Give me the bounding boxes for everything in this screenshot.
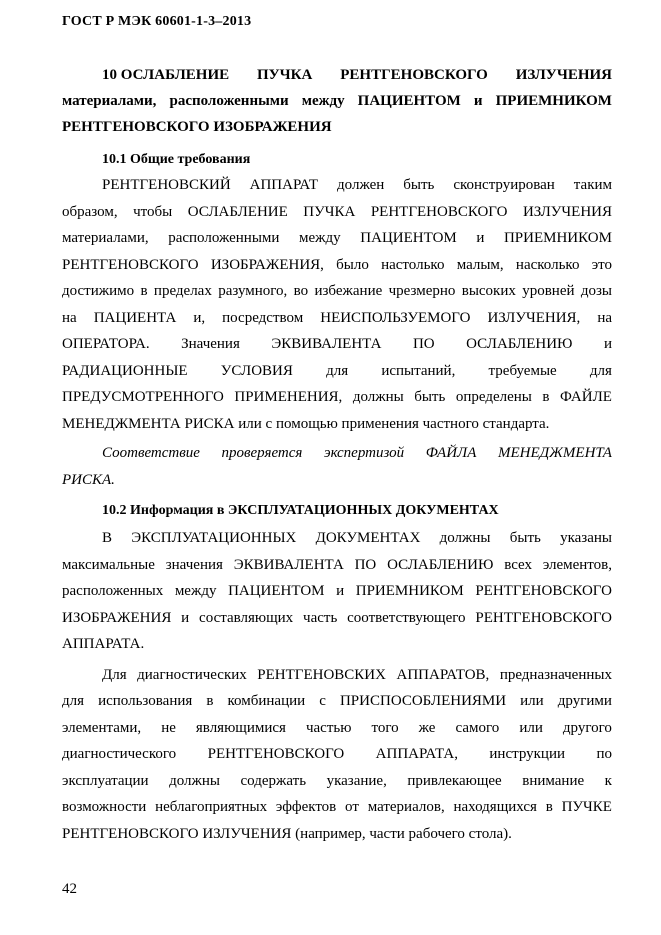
- word: ПО: [354, 556, 377, 573]
- section-10-title: [62, 62, 612, 140]
- word: находящихся: [453, 799, 537, 815]
- text-line: [62, 715, 612, 742]
- word: должны: [169, 772, 220, 789]
- word: для: [589, 362, 612, 379]
- word: разумного,: [218, 283, 288, 299]
- title-line-3: РЕНТГЕНОВСКОГО ИЗОБРАЖЕНИЯ: [62, 119, 332, 135]
- text-line: [62, 552, 612, 579]
- text-line: [62, 331, 612, 358]
- word: всех: [504, 556, 532, 573]
- text-line: [62, 278, 612, 305]
- word: ОПЕРАТОРА.: [62, 336, 150, 352]
- word: Соответствие: [102, 445, 200, 461]
- word: быть: [509, 530, 541, 546]
- word: дозы: [580, 283, 612, 299]
- word: малым,: [456, 256, 504, 273]
- word: АППАРАТОВ,: [396, 666, 490, 683]
- word: материалами,: [62, 230, 149, 246]
- word: УСЛОВИЯ: [220, 362, 293, 379]
- word: и: [336, 583, 345, 599]
- section-10-2-heading: 10.2 Информация в ЭКСПЛУАТАЦИОННЫХ ДОКУМЕНТАХ: [102, 503, 499, 518]
- word: в: [542, 389, 550, 405]
- word: ОСЛАБЛЕНИЕ: [187, 203, 288, 220]
- word: быть: [403, 177, 435, 193]
- text-line: МЕНЕДЖМЕНТА РИСКА или с помощью применения частного стандарта.: [62, 415, 550, 432]
- text-line: АППАРАТА.: [62, 636, 145, 652]
- text-line: [62, 688, 612, 715]
- word: внимание: [522, 772, 585, 789]
- word: часть: [303, 609, 338, 626]
- word: ПРИЕМНИКОМ: [355, 583, 464, 599]
- word: значения: [165, 556, 223, 573]
- word: ФАЙЛА: [425, 445, 477, 461]
- word: сконструирован: [453, 177, 555, 193]
- word: ИЗЛУЧЕНИЯ: [515, 67, 612, 83]
- word: это: [591, 256, 612, 273]
- word: чтобы: [133, 203, 173, 220]
- word: РАДИАЦИОННЫЕ: [62, 362, 188, 379]
- word: ПАЦИЕНТОМ: [360, 230, 457, 246]
- word: ПРЕДУСМОТРЕННОГО: [62, 389, 224, 405]
- word: указание,: [326, 772, 387, 789]
- section-10-2: [62, 503, 612, 847]
- word: Для: [102, 666, 127, 683]
- word: в: [140, 283, 148, 299]
- section-10-1-heading: 10.1 Общие требования: [102, 152, 251, 167]
- word: элементов,: [542, 556, 612, 573]
- word: АППАРАТ: [249, 177, 319, 193]
- word: использования: [98, 693, 193, 709]
- word: избежание: [314, 283, 383, 299]
- word: высоких: [461, 283, 516, 299]
- text-line: [62, 440, 612, 467]
- word: должны: [352, 389, 404, 405]
- word: для: [62, 693, 85, 709]
- word: ПУЧКА: [257, 67, 313, 83]
- text-line: [62, 741, 612, 768]
- word: НЕИСПОЛЬЗУЕМОГО: [320, 309, 471, 326]
- word: ИЗОБРАЖЕНИЯ,: [210, 256, 324, 273]
- title-line-2: [62, 88, 612, 114]
- word: материалами,: [62, 93, 157, 109]
- word: на: [62, 309, 77, 326]
- word: ПО: [412, 336, 435, 352]
- word: от: [345, 799, 359, 815]
- word: ПАЦИЕНТА: [93, 309, 177, 326]
- word: не: [161, 719, 176, 736]
- text-line: [62, 662, 612, 689]
- text-line: РЕНТГЕНОВСКОГО ИЗЛУЧЕНИЯ (например, части рабочего стола).: [62, 825, 512, 842]
- word: комбинации: [227, 693, 306, 709]
- word: проверяется: [221, 445, 303, 461]
- word: РЕНТГЕНОВСКОГО: [340, 67, 488, 83]
- word: ЭКВИВАЛЕНТА: [271, 336, 382, 352]
- word: РЕНТГЕНОВСКОГО: [475, 609, 612, 626]
- word: между: [299, 230, 341, 246]
- word: и,: [193, 309, 206, 326]
- word: ПРИЕМНИКОМ: [503, 230, 612, 246]
- word: являющимися: [195, 719, 286, 736]
- word: и: [476, 230, 485, 246]
- word: РЕНТГЕНОВСКОГО: [62, 256, 199, 273]
- word: частью: [305, 719, 352, 736]
- word: составляющих: [199, 609, 294, 626]
- word: пределах: [153, 283, 212, 299]
- word: расположенными: [169, 93, 289, 109]
- text-line: [62, 768, 612, 795]
- page-number: 42: [62, 881, 77, 897]
- word: ЭКСПЛУАТАЦИОННЫХ: [131, 530, 297, 546]
- word: инструкции: [489, 746, 566, 762]
- word: было: [336, 256, 369, 273]
- word: между: [301, 93, 345, 109]
- word: должны: [439, 530, 491, 546]
- word: 10 ОСЛАБЛЕНИЕ: [102, 67, 230, 83]
- word: указаны: [560, 530, 612, 546]
- word: другими: [557, 693, 612, 709]
- word: элементами,: [62, 719, 142, 736]
- word: ПРИМЕНЕНИЯ,: [234, 389, 343, 405]
- section-10-2-paragraph-1: [62, 525, 612, 658]
- word: диагностических: [137, 666, 247, 683]
- word: того: [371, 719, 399, 736]
- word: образом,: [62, 203, 118, 220]
- word: ПУЧКА: [303, 203, 356, 220]
- word: РЕНТГЕНОВСКОГО: [370, 203, 508, 220]
- word: ОСЛАБЛЕНИЮ: [466, 336, 573, 352]
- word: ФАЙЛЕ: [560, 389, 612, 405]
- word: по: [596, 746, 612, 762]
- word: расположенными: [168, 230, 280, 246]
- word: АППАРАТА,: [375, 746, 458, 762]
- text-line: [62, 305, 612, 332]
- word: требуемые: [488, 362, 557, 379]
- word: максимальные: [62, 556, 155, 573]
- text-line: [62, 199, 612, 226]
- word: ДОКУМЕНТАХ: [315, 530, 421, 546]
- word: посредством: [222, 309, 304, 326]
- word: эффектов: [275, 799, 337, 815]
- word: возможности: [62, 799, 147, 815]
- word: неблагоприятных: [155, 799, 268, 815]
- word: к: [604, 772, 612, 789]
- word: ИЗЛУЧЕНИЯ: [522, 203, 612, 220]
- text-line: [62, 358, 612, 385]
- word: В: [102, 530, 113, 546]
- word: ИЗЛУЧЕНИЯ,: [487, 309, 581, 326]
- text-line: [62, 384, 612, 411]
- word: МЕНЕДЖМЕНТА: [497, 445, 612, 461]
- word: Значения: [181, 336, 240, 352]
- word: ПАЦИЕНТОМ: [357, 93, 461, 109]
- word: содержать: [240, 772, 307, 789]
- word: же: [418, 719, 436, 736]
- word: или: [520, 693, 544, 709]
- text-line: [62, 578, 612, 605]
- word: экспертизой: [323, 445, 405, 461]
- word: самого: [455, 719, 500, 736]
- word: между: [174, 583, 217, 599]
- word: соответствующего: [347, 609, 466, 626]
- word: ИЗОБРАЖЕНИЯ: [62, 609, 172, 626]
- word: с: [319, 693, 326, 709]
- word: и: [473, 93, 483, 109]
- text-line: РИСКА.: [62, 471, 115, 488]
- word: уровней: [522, 283, 575, 299]
- word: РЕНТГЕНОВСКОГО: [207, 746, 345, 762]
- word: предназначенных: [499, 666, 612, 683]
- word: и: [181, 609, 190, 626]
- word: в: [206, 693, 214, 709]
- text-line: [62, 252, 612, 279]
- word: ПАЦИЕНТОМ: [228, 583, 325, 599]
- word: настолько: [381, 256, 445, 273]
- word: РЕНТГЕНОВСКИЙ: [102, 177, 231, 193]
- word: другого: [562, 719, 612, 736]
- word: насколько: [515, 256, 580, 273]
- text-line: [62, 172, 612, 199]
- text-line: [62, 605, 612, 632]
- word: определены: [455, 389, 532, 405]
- word: быть: [414, 389, 446, 405]
- word: ПРИЕМНИКОМ: [495, 93, 612, 109]
- text-line: [62, 794, 612, 821]
- word: в: [545, 799, 553, 815]
- section-10-2-paragraph-2: [62, 662, 612, 848]
- text-line: [62, 225, 612, 252]
- word: ПРИСПОСОБЛЕНИЯМИ: [339, 693, 507, 709]
- text-line: [62, 525, 612, 552]
- word: для: [326, 362, 349, 379]
- document-header: ГОСТ Р МЭК 60601-1-3–2013: [62, 14, 252, 29]
- word: таким: [573, 177, 612, 193]
- word: или: [519, 719, 543, 736]
- word: привлекающее: [407, 772, 502, 789]
- word: чрезмерно: [388, 283, 456, 299]
- word: испытаний,: [381, 362, 456, 379]
- word: эксплуатации: [62, 772, 149, 789]
- word: и: [603, 336, 612, 352]
- word: должен: [337, 177, 385, 193]
- word: РЕНТГЕНОВСКИХ: [257, 666, 386, 683]
- word: на: [597, 309, 612, 326]
- section-10-1-paragraph: [62, 172, 612, 437]
- word: РЕНТГЕНОВСКОГО: [475, 583, 612, 599]
- word: ПУЧКЕ: [561, 799, 612, 815]
- word: достижимо: [62, 283, 135, 299]
- compliance-statement: [62, 440, 612, 493]
- word: во: [293, 283, 309, 299]
- word: диагностического: [62, 746, 177, 762]
- word: материалов,: [367, 799, 445, 815]
- title-line-1: [62, 62, 612, 88]
- section-10-1: [62, 152, 612, 493]
- word: ОСЛАБЛЕНИЮ: [387, 556, 494, 573]
- word: расположенных: [62, 583, 164, 599]
- word: ЭКВИВАЛЕНТА: [233, 556, 344, 573]
